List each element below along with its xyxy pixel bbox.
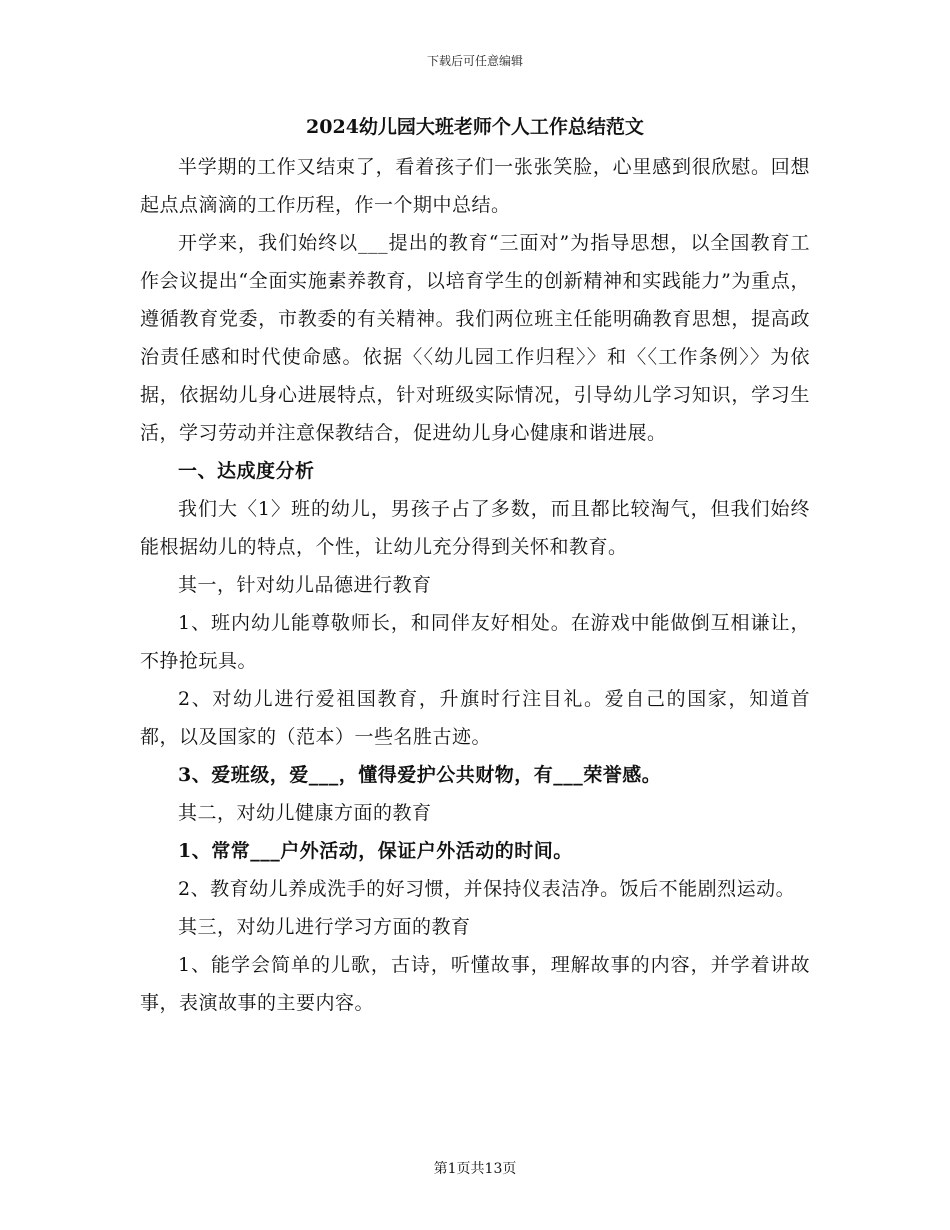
- paragraph: 开学来，我们始终以___提出的教育“三面对”为指导思想，以全国教育工作会议提出“全面实施素养教育，以培育学生的创新精神和实践能力”为重点，遵循教育党委，市教委的有关精神。我们两位班主任能明确教育思想，提高政治责任感和时代使命感。依据〈〈幼儿园工作归程〉〉和〈〈工作条例〉〉为依据，依据幼儿身心进展特点，针对班级实际情况，引导幼儿学习知识，学习生活，学习劳动并注意保教结合，促进幼儿身心健康和谐进展。: [140, 232, 810, 444]
- paragraph: 我们大〈1〉班的幼儿，男孩子占了多数，而且都比较淘气，但我们始终能根据幼儿的特点，个性，让幼儿充分得到关怀和教育。: [140, 498, 810, 558]
- document-title: 2024幼儿园大班老师个人工作总结范文: [306, 116, 644, 138]
- subsection-heading: 其二，对幼儿健康方面的教育: [178, 802, 432, 824]
- document-body: [140, 112, 810, 1022]
- subsection-heading: 其一，针对幼儿品德进行教育: [178, 574, 432, 596]
- list-item: 3、爱班级，爱___，懂得爱护公共财物，有___荣誉感。: [178, 764, 662, 786]
- page-header: 下载后可任意编辑: [426, 54, 523, 68]
- list-item: 2、教育幼儿养成洗手的好习惯，并保持仪表洁净。饭后不能剧烈运动。: [178, 878, 796, 900]
- paragraph: 半学期的工作又结束了，看着孩子们一张张笑脸，心里感到很欣慰。回想起点点滴滴的工作历程，作一个期中总结。: [140, 156, 810, 216]
- list-item: 1、班内幼儿能尊敬师长，和同伴友好相处。在游戏中能做倒互相谦让，不挣抢玩具。: [140, 612, 810, 672]
- list-item: 1、能学会简单的儿歌，古诗，听懂故事，理解故事的内容，并学着讲故事，表演故事的主要内容。: [140, 954, 810, 1014]
- list-item: 2、对幼儿进行爱祖国教育，升旗时行注目礼。爱自己的国家，知道首都，以及国家的（范本）一些名胜古迹。: [140, 688, 810, 748]
- subsection-heading: 其三，对幼儿进行学习方面的教育: [178, 916, 471, 938]
- section-heading: 一、达成度分析: [178, 460, 315, 482]
- list-item: 1、常常___户外活动，保证户外活动的时间。: [178, 840, 573, 862]
- page-footer: 第1页共13页: [433, 1161, 517, 1177]
